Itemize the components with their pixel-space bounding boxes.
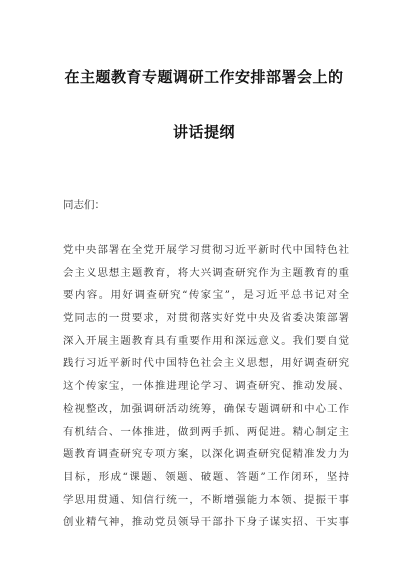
body-line-2: 会主义思想主题教育，将大兴调查研究作为主题教育的重 [63,266,349,279]
body-line-13: 创业精气神，推动党员领导干部扑下身子谋实招、干实事 [63,516,349,529]
document-title-line-1: 在主题教育专题调研工作安排部署会上的 [64,68,344,86]
body-line-3: 要内容。用好调查研究“传家宝”，是习近平总书记对全 [63,289,349,302]
body-line-11: 目标，形成“课题、领题、破题、答题”工作闭环，坚持 [63,470,349,483]
body-line-10: 题教育调查研究专项方案，以深化调查研究促精准发力为 [63,448,349,461]
body-text [63,239,349,534]
body-line-8: 检视整改，加强调研活动统筹，确保专题调研和中心工作 [63,402,349,415]
body-line-12: 学思用贯通、知信行统一，不断增强能力本领、提振干事 [63,493,349,506]
body-line-7: 这个传家宝，一体推进理论学习、调查研究、推动发展、 [63,380,349,393]
body-line-5: 深入开展主题教育具有重要作用和深远意义。我们要自觉 [63,334,349,347]
document-title-line-2: 讲话提纲 [172,123,235,141]
body-line-6: 践行习近平新时代中国特色社会主义思想，用好调查研究 [63,357,349,370]
body-line-4: 党同志的一贯要求，对贯彻落实好党中央及省委决策部署 [63,312,349,325]
salutation: 同志们： [63,199,105,211]
body-line-9: 有机结合、一体推进，做到两手抓、两促进。精心制定主 [63,425,349,438]
body-line-1: 党中央部署在全党开展学习贯彻习近平新时代中国特色社 [63,244,349,256]
